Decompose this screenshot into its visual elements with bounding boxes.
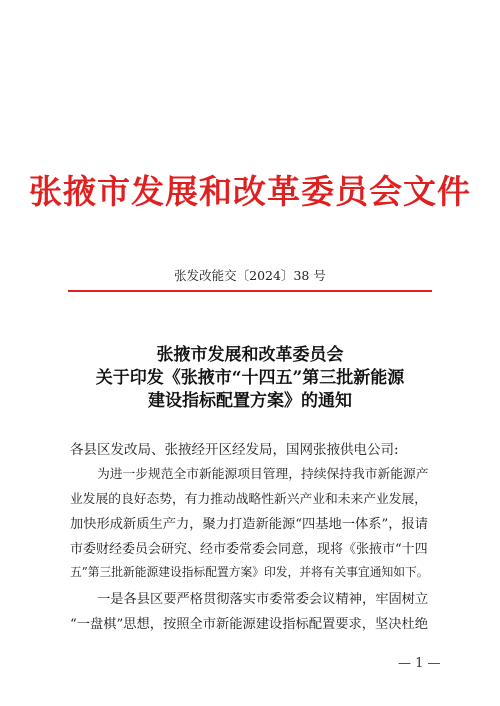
body-line: “一盘棋”思想，按照全市新能源建设指标配置要求，坚决杜绝 (70, 617, 429, 632)
page-number: — 1 — (398, 656, 441, 671)
addressee-line: 各县区发改局、张掖经开区经发局，国网张掖供电公司: (70, 442, 399, 458)
body-line: 业发展的良好态势，有力推动战略性新兴产业和未来产业发展， (70, 492, 427, 507)
notice-title-line-2: 关于印发《张掖市“十四五”第三批新能源 (95, 368, 405, 388)
notice-title-line-3: 建设指标配置方案》的通知 (148, 391, 352, 411)
body-line: 一是各县区要严格贯彻落实市委常委会议精神，牢固树立 (97, 592, 429, 607)
masthead-title: 张掖市发展和改革委员会文件 (29, 172, 471, 211)
body-line: 为进一步规范全市新能源项目管理，持续保持我市新能源产 (97, 467, 429, 482)
red-divider-line (68, 290, 432, 292)
body-line: 市委财经委员会研究、经市委常委会同意，现将《张掖市“十四 (70, 542, 428, 557)
document-number: 张发改能交〔2024〕38 号 (174, 268, 326, 283)
body-line: 加快形成新质生产力，聚力打造新能源“四基地一体系”，报请 (70, 517, 429, 532)
notice-title-line-1: 张掖市发展和改革委员会 (156, 345, 344, 365)
body-line: 五”第三批新能源建设指标配置方案》印发，并将有关事宜通知如下。 (70, 565, 429, 579)
